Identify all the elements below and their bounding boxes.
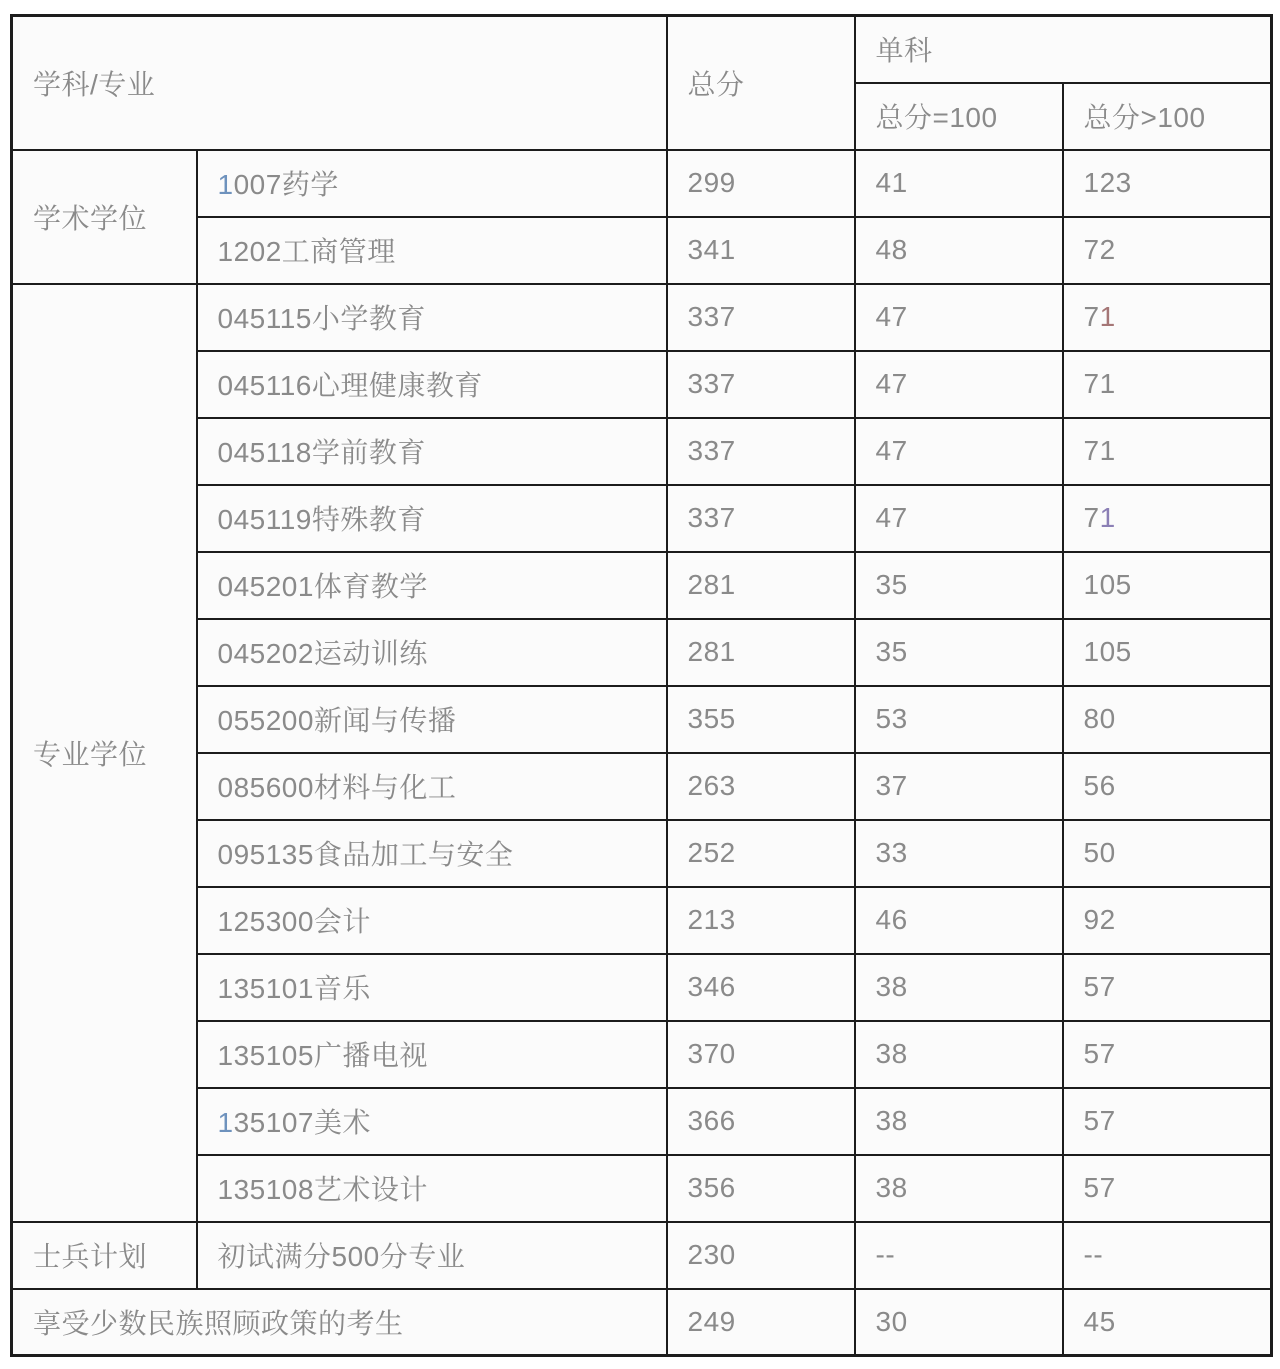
header-total: 总分: [667, 16, 855, 150]
gt100-cell: 57: [1063, 954, 1272, 1021]
table-row: [12, 619, 1272, 686]
group-cell-professional: 专业学位: [12, 284, 197, 1222]
program-cell: 095135食品加工与安全: [197, 820, 667, 887]
program-cell: 135105广播电视: [197, 1021, 667, 1088]
gt100-cell: 71: [1063, 485, 1272, 552]
eq100-cell: 38: [855, 1155, 1063, 1222]
header-single: 单科: [855, 16, 1272, 83]
table-row: [12, 1222, 1272, 1289]
gt100-cell: 71: [1063, 351, 1272, 418]
eq100-cell: 47: [855, 351, 1063, 418]
table-row: [12, 351, 1272, 418]
gt100-cell: --: [1063, 1222, 1272, 1289]
program-cell: 初试满分500分专业: [197, 1222, 667, 1289]
table-header: [12, 16, 1272, 150]
eq100-cell: 35: [855, 552, 1063, 619]
program-cell: 045201体育教学: [197, 552, 667, 619]
eq100-cell: 46: [855, 887, 1063, 954]
total-cell: 370: [667, 1021, 855, 1088]
program-cell: 135107美术: [197, 1088, 667, 1155]
total-cell: 366: [667, 1088, 855, 1155]
gt100-cell: 50: [1063, 820, 1272, 887]
eq100-cell: 38: [855, 1021, 1063, 1088]
table-row: [12, 485, 1272, 552]
total-cell: 346: [667, 954, 855, 1021]
table-row: [12, 820, 1272, 887]
table-row: [12, 1088, 1272, 1155]
total-cell: 281: [667, 552, 855, 619]
program-cell: 045115小学教育: [197, 284, 667, 351]
total-cell: 337: [667, 418, 855, 485]
program-cell: 055200新闻与传播: [197, 686, 667, 753]
table-row: [12, 1021, 1272, 1088]
table-row: [12, 284, 1272, 351]
table-row: [12, 552, 1272, 619]
header-row-1: [12, 16, 1272, 83]
total-cell: 299: [667, 150, 855, 217]
total-cell: 337: [667, 284, 855, 351]
header-eq100: 总分=100: [855, 83, 1063, 150]
gt100-cell: 57: [1063, 1021, 1272, 1088]
program-cell: 1007药学: [197, 150, 667, 217]
table-row: [12, 150, 1272, 217]
total-cell: 337: [667, 351, 855, 418]
table-row: [12, 887, 1272, 954]
total-cell: 249: [667, 1289, 855, 1356]
eq100-cell: 47: [855, 284, 1063, 351]
eq100-cell: 30: [855, 1289, 1063, 1356]
gt100-cell: 71: [1063, 284, 1272, 351]
group-cell-academic: 学术学位: [12, 150, 197, 284]
header-subject: 学科/专业: [12, 16, 667, 150]
program-cell: 045119特殊教育: [197, 485, 667, 552]
gt100-cell: 72: [1063, 217, 1272, 284]
program-cell: 125300会计: [197, 887, 667, 954]
eq100-cell: 38: [855, 954, 1063, 1021]
total-cell: 281: [667, 619, 855, 686]
table-row: [12, 753, 1272, 820]
total-cell: 356: [667, 1155, 855, 1222]
gt100-cell: 71: [1063, 418, 1272, 485]
program-cell: 045116心理健康教育: [197, 351, 667, 418]
total-cell: 252: [667, 820, 855, 887]
gt100-cell: 105: [1063, 619, 1272, 686]
gt100-cell: 56: [1063, 753, 1272, 820]
table-row: [12, 954, 1272, 1021]
eq100-cell: 41: [855, 150, 1063, 217]
eq100-cell: 53: [855, 686, 1063, 753]
eq100-cell: 48: [855, 217, 1063, 284]
gt100-cell: 57: [1063, 1155, 1272, 1222]
eq100-cell: 38: [855, 1088, 1063, 1155]
eq100-cell: 47: [855, 418, 1063, 485]
total-cell: 337: [667, 485, 855, 552]
total-cell: 341: [667, 217, 855, 284]
program-cell: 045118学前教育: [197, 418, 667, 485]
table-row: [12, 217, 1272, 284]
eq100-cell: 47: [855, 485, 1063, 552]
total-cell: 263: [667, 753, 855, 820]
program-cell: 085600材料与化工: [197, 753, 667, 820]
header-gt100: 总分>100: [1063, 83, 1272, 150]
gt100-cell: 123: [1063, 150, 1272, 217]
score-table: [10, 14, 1273, 1357]
program-cell: 享受少数民族照顾政策的考生: [12, 1289, 667, 1356]
eq100-cell: 35: [855, 619, 1063, 686]
table-row: [12, 1155, 1272, 1222]
program-cell: 135108艺术设计: [197, 1155, 667, 1222]
eq100-cell: --: [855, 1222, 1063, 1289]
gt100-cell: 92: [1063, 887, 1272, 954]
eq100-cell: 37: [855, 753, 1063, 820]
total-cell: 213: [667, 887, 855, 954]
program-cell: 1202工商管理: [197, 217, 667, 284]
total-cell: 230: [667, 1222, 855, 1289]
eq100-cell: 33: [855, 820, 1063, 887]
gt100-cell: 105: [1063, 552, 1272, 619]
program-cell: 045202运动训练: [197, 619, 667, 686]
program-cell: 135101音乐: [197, 954, 667, 1021]
table-row-minority: [12, 1289, 1272, 1356]
table-row: [12, 686, 1272, 753]
gt100-cell: 80: [1063, 686, 1272, 753]
table-row: [12, 418, 1272, 485]
group-cell-soldier: 士兵计划: [12, 1222, 197, 1289]
gt100-cell: 57: [1063, 1088, 1272, 1155]
gt100-cell: 45: [1063, 1289, 1272, 1356]
total-cell: 355: [667, 686, 855, 753]
table-body: [12, 150, 1272, 1356]
